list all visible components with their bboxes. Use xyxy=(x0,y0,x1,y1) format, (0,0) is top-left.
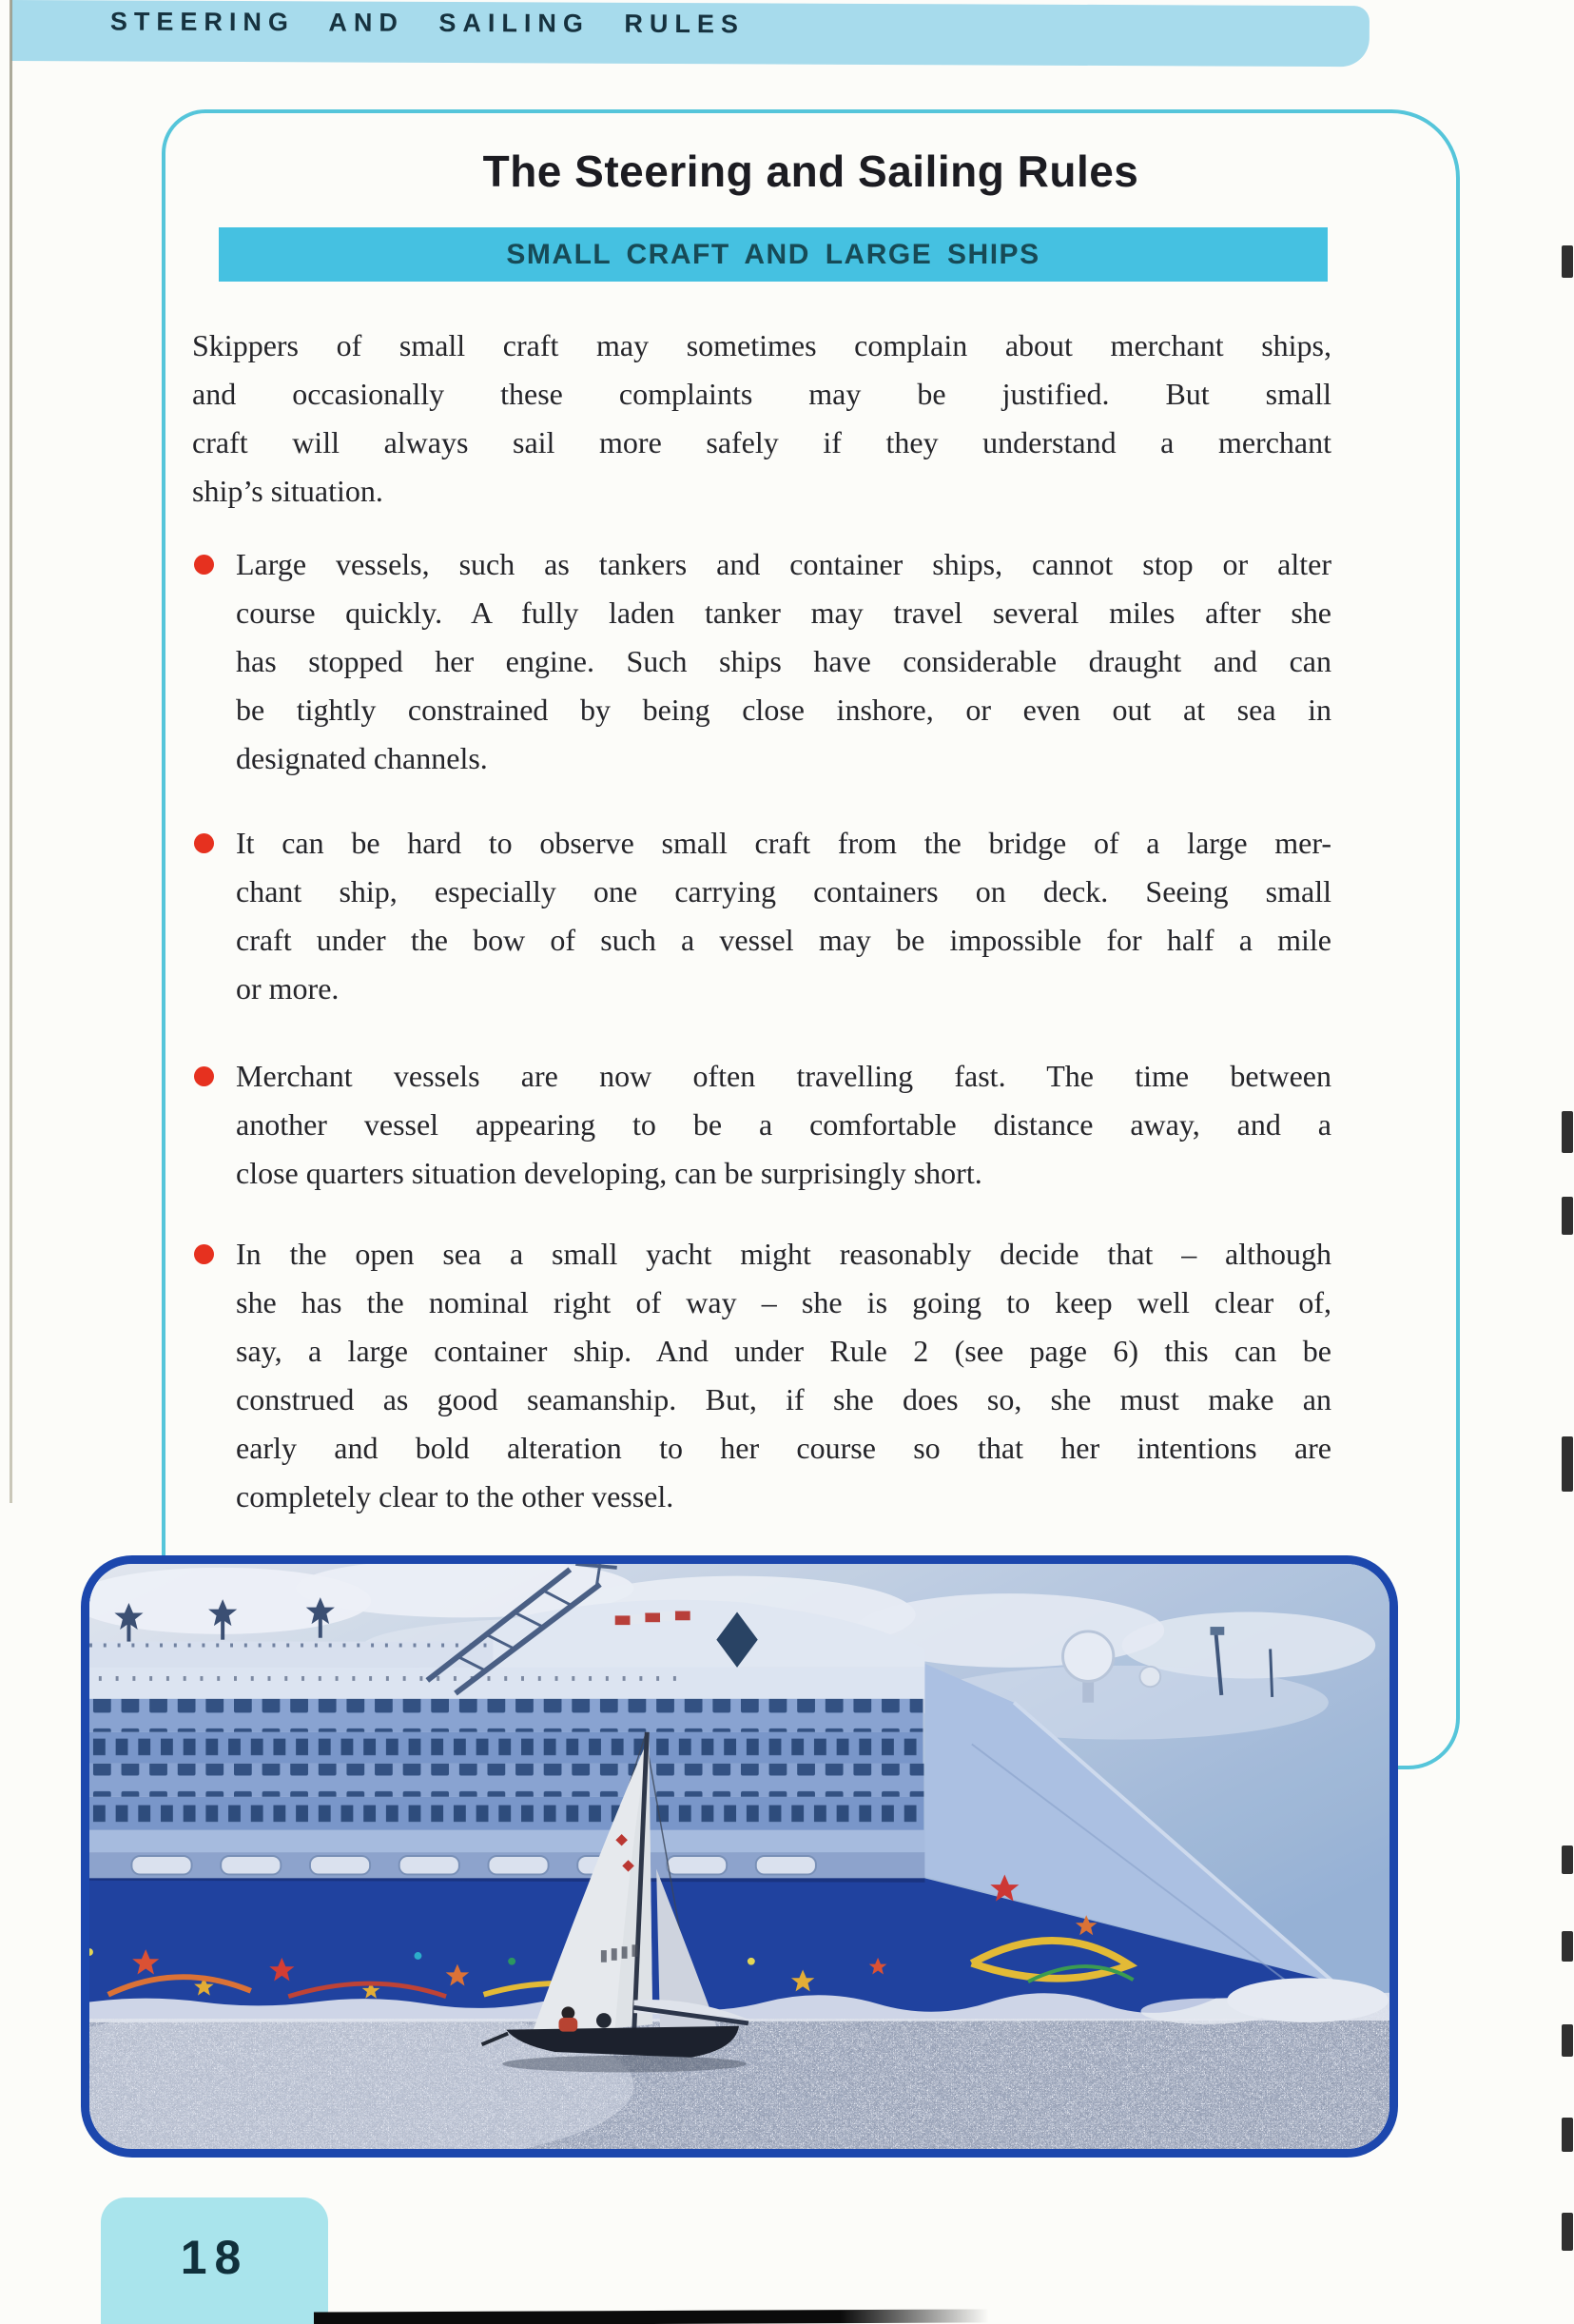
bullet-text xyxy=(236,540,1331,783)
bullet-text xyxy=(236,819,1331,1013)
page-number-tab xyxy=(101,2197,328,2324)
scan-mark xyxy=(1562,1931,1573,1962)
bullet-dot-icon xyxy=(194,1244,214,1264)
scan-mark xyxy=(1562,1111,1573,1153)
section-banner: SMALL CRAFT AND LARGE SHIPS xyxy=(219,227,1328,282)
text-line: Skippers of small craft may sometimes complain about merchant ships, xyxy=(192,328,1331,362)
intro-paragraph xyxy=(192,322,1331,516)
bullet-dot-icon xyxy=(194,555,214,575)
bullet-item-hard-to-observe xyxy=(192,819,1331,1013)
text-line: say, a large container ship. And under Rule 2 (see page 6) this can be xyxy=(236,1334,1331,1368)
cruise-ship-and-yacht-photo xyxy=(81,1555,1398,2158)
bullet-item-travelling-fast xyxy=(192,1052,1331,1198)
content-panel xyxy=(162,109,1460,1769)
text-line: early and bold alteration to her course so that her intentions are xyxy=(236,1431,1331,1465)
text-line: and occasionally these complaints may be justified. But small xyxy=(192,377,1331,411)
text-line: Merchant vessels are now often travelling fast. The time between xyxy=(236,1059,1331,1093)
running-header-band xyxy=(11,0,1370,67)
text-line: completely clear to the other vessel. xyxy=(236,1479,674,1514)
text-line: craft under the bow of such a vessel may be impossible for half a mile xyxy=(236,923,1331,957)
running-header: STEERING AND SAILING RULES xyxy=(109,7,745,39)
bullet-text xyxy=(236,1230,1331,1521)
scan-mark xyxy=(1562,1846,1573,1874)
text-line: It can be hard to observe small craft from the bridge of a large mer- xyxy=(236,826,1331,860)
bullet-item-open-sea xyxy=(192,1230,1331,1521)
scan-artifact-left-line xyxy=(10,0,12,1503)
scan-artifact-bottom-bar xyxy=(314,2309,989,2324)
text-line: has stopped her engine. Such ships have considerable draught and can xyxy=(236,644,1331,678)
photo-illustration xyxy=(89,1564,1389,2149)
text-line: craft will always sail more safely if they understand a merchant xyxy=(192,425,1331,459)
page-title: The Steering and Sailing Rules xyxy=(482,146,1139,196)
page-number: 18 xyxy=(180,2231,249,2284)
text-line: she has the nominal right of way – she is going to keep well clear of, xyxy=(236,1285,1331,1319)
bullet-item-large-vessels xyxy=(192,540,1331,783)
text-line: Large vessels, such as tankers and container ships, cannot stop or alter xyxy=(236,547,1331,581)
text-line: or more. xyxy=(236,971,340,1006)
text-line: In the open sea a small yacht might reasonably decide that – although xyxy=(236,1237,1331,1271)
text-line: designated channels. xyxy=(236,741,488,775)
scan-mark xyxy=(1562,1436,1573,1492)
scan-mark xyxy=(1562,1197,1573,1235)
text-line: ship’s situation. xyxy=(192,474,383,508)
text-line: chant ship, especially one carrying containers on deck. Seeing small xyxy=(236,874,1331,908)
scan-mark xyxy=(1562,2024,1573,2057)
scan-mark xyxy=(1562,245,1573,278)
text-line: construed as good seamanship. But, if she does so, she must make an xyxy=(236,1382,1331,1416)
scan-mark xyxy=(1562,2118,1573,2152)
text-line: course quickly. A fully laden tanker may travel several miles after she xyxy=(236,596,1331,630)
scan-mark xyxy=(1562,2213,1573,2251)
bullet-dot-icon xyxy=(194,1066,214,1086)
text-line: close quarters situation developing, can be surprisingly short. xyxy=(236,1156,982,1190)
text-line: another vessel appearing to be a comfortable distance away, and a xyxy=(236,1107,1331,1142)
text-line: be tightly constrained by being close inshore, or even out at sea in xyxy=(236,693,1331,727)
bullet-text xyxy=(236,1052,1331,1198)
bullet-dot-icon xyxy=(194,833,214,853)
